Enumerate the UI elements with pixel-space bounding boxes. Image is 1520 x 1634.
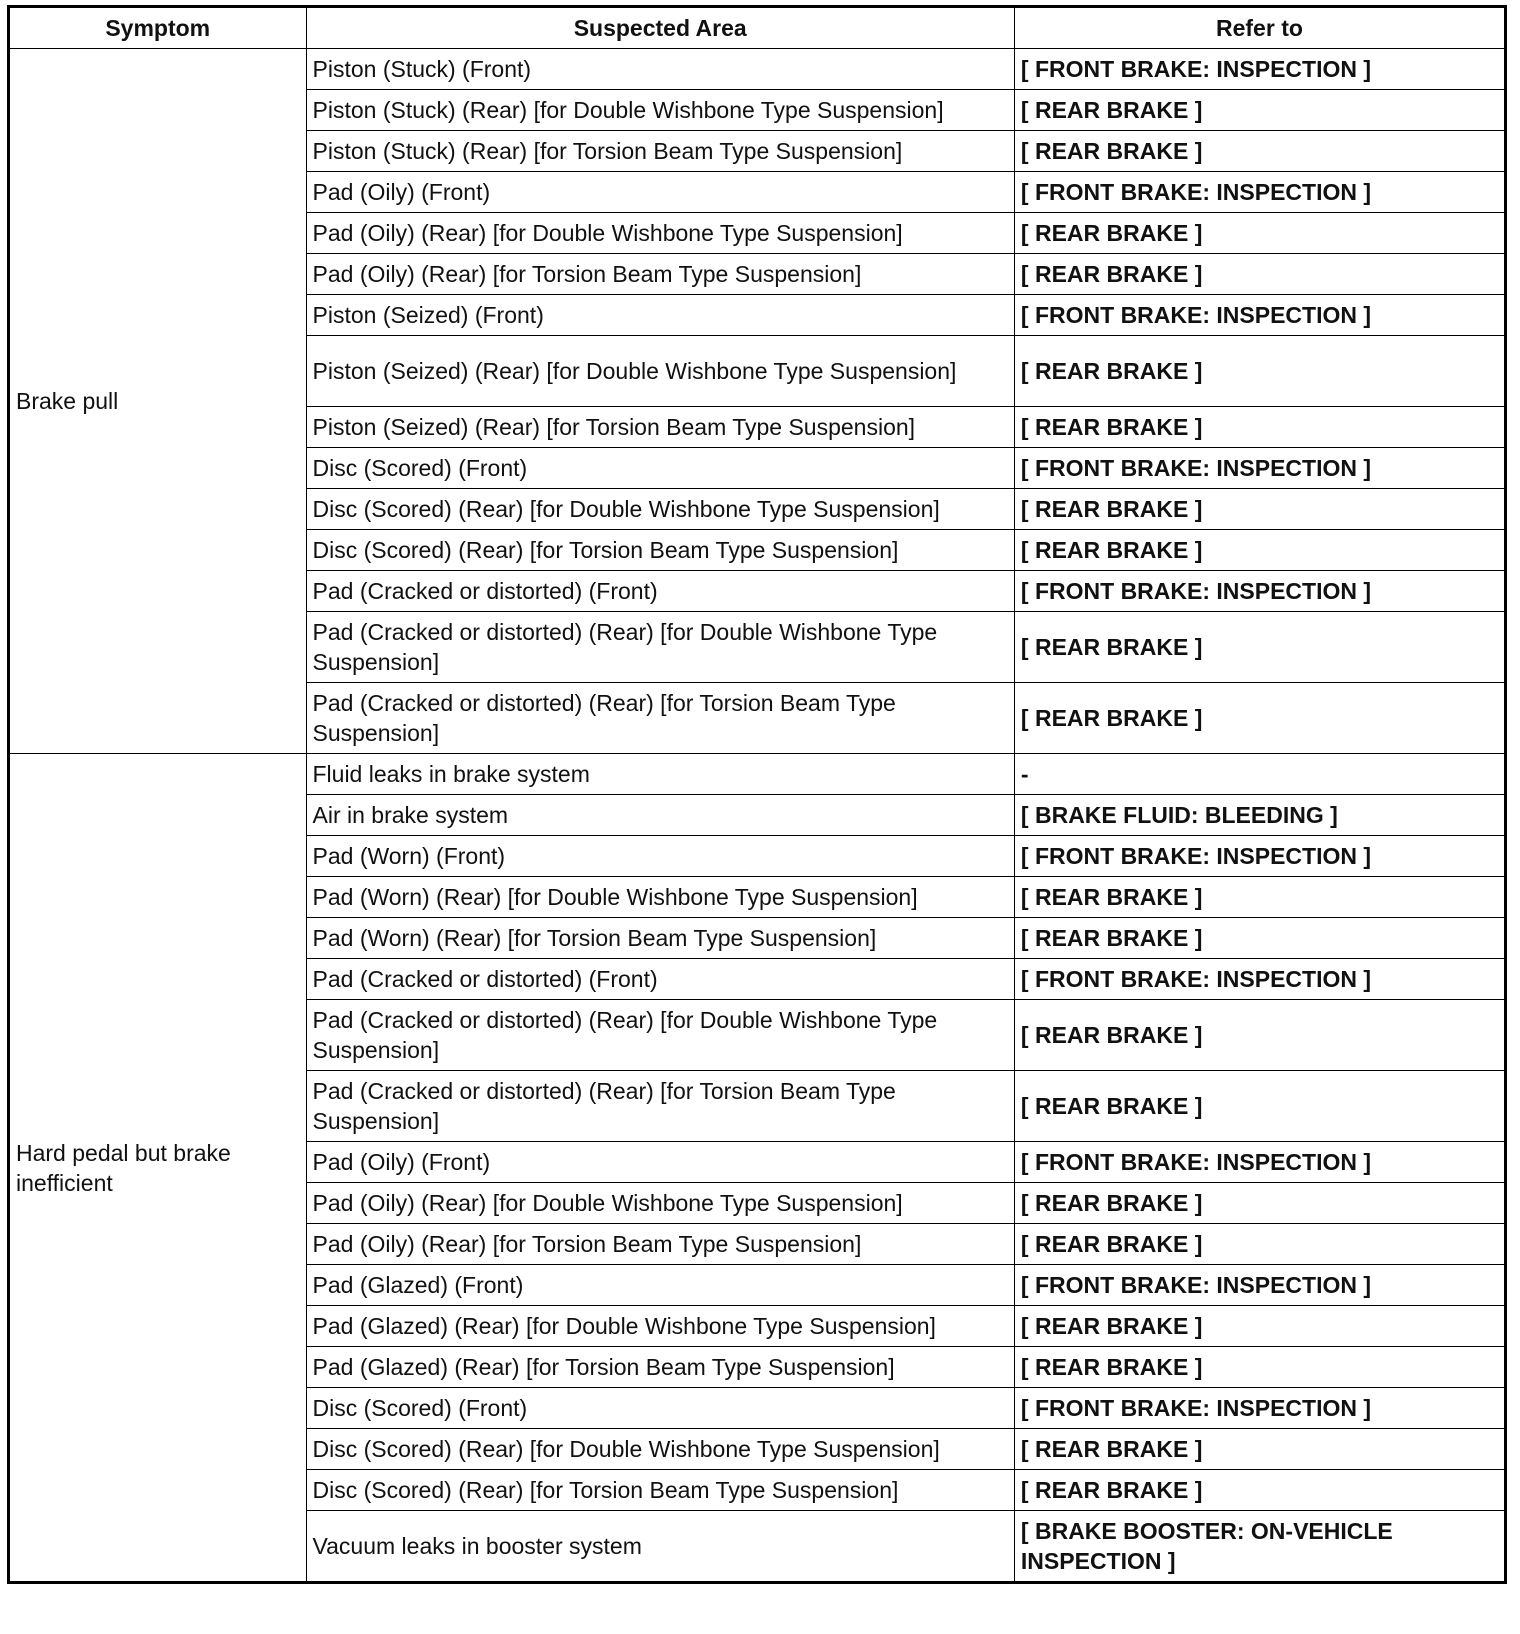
refer-to-cell: [ FRONT BRAKE: INSPECTION ] — [1014, 1142, 1505, 1183]
refer-to-cell: - — [1014, 754, 1505, 795]
refer-to-cell: [ REAR BRAKE ] — [1014, 131, 1505, 172]
header-symptom: Symptom — [9, 7, 307, 49]
suspected-area-cell: Pad (Glazed) (Rear) [for Double Wishbone Type Suspension] — [306, 1306, 1014, 1347]
refer-to-cell: [ FRONT BRAKE: INSPECTION ] — [1014, 172, 1505, 213]
suspected-area-cell: Disc (Scored) (Rear) [for Double Wishbone Type Suspension] — [306, 1429, 1014, 1470]
suspected-area-cell: Pad (Cracked or distorted) (Rear) [for Double Wishbone Type Suspension] — [306, 1000, 1014, 1071]
suspected-area-cell: Pad (Cracked or distorted) (Front) — [306, 959, 1014, 1000]
refer-to-cell: [ FRONT BRAKE: INSPECTION ] — [1014, 1388, 1505, 1429]
suspected-area-cell: Pad (Worn) (Rear) [for Double Wishbone Type Suspension] — [306, 877, 1014, 918]
refer-to-cell: [ REAR BRAKE ] — [1014, 1071, 1505, 1142]
header-suspected-area: Suspected Area — [306, 7, 1014, 49]
suspected-area-cell: Piston (Stuck) (Front) — [306, 49, 1014, 90]
suspected-area-cell: Piston (Seized) (Rear) [for Torsion Beam Type Suspension] — [306, 407, 1014, 448]
refer-to-cell: [ FRONT BRAKE: INSPECTION ] — [1014, 295, 1505, 336]
refer-to-cell: [ FRONT BRAKE: INSPECTION ] — [1014, 49, 1505, 90]
symptom-cell: Brake pull — [9, 49, 307, 754]
suspected-area-cell: Piston (Seized) (Rear) [for Double Wishbone Type Suspension] — [306, 336, 1014, 407]
suspected-area-cell: Pad (Oily) (Front) — [306, 1142, 1014, 1183]
suspected-area-cell: Pad (Oily) (Rear) [for Torsion Beam Type Suspension] — [306, 254, 1014, 295]
header-row — [9, 7, 1506, 49]
refer-to-cell: [ REAR BRAKE ] — [1014, 90, 1505, 131]
refer-to-cell: [ REAR BRAKE ] — [1014, 1470, 1505, 1511]
suspected-area-cell: Pad (Cracked or distorted) (Rear) [for Torsion Beam Type Suspension] — [306, 683, 1014, 754]
refer-to-cell: [ REAR BRAKE ] — [1014, 1347, 1505, 1388]
suspected-area-cell: Disc (Scored) (Rear) [for Double Wishbone Type Suspension] — [306, 489, 1014, 530]
refer-to-cell: [ REAR BRAKE ] — [1014, 254, 1505, 295]
refer-to-cell: [ REAR BRAKE ] — [1014, 877, 1505, 918]
suspected-area-cell: Disc (Scored) (Front) — [306, 1388, 1014, 1429]
refer-to-cell: [ REAR BRAKE ] — [1014, 1224, 1505, 1265]
refer-to-cell: [ REAR BRAKE ] — [1014, 1000, 1505, 1071]
refer-to-cell: [ REAR BRAKE ] — [1014, 1306, 1505, 1347]
table-row — [9, 49, 1506, 90]
suspected-area-cell: Pad (Oily) (Rear) [for Torsion Beam Type Suspension] — [306, 1224, 1014, 1265]
suspected-area-cell: Pad (Worn) (Rear) [for Torsion Beam Type Suspension] — [306, 918, 1014, 959]
refer-to-cell: [ REAR BRAKE ] — [1014, 213, 1505, 254]
symptom-cell: Hard pedal but brake inefficient — [9, 754, 307, 1583]
refer-to-cell: [ REAR BRAKE ] — [1014, 336, 1505, 407]
suspected-area-cell: Fluid leaks in brake system — [306, 754, 1014, 795]
table-body — [9, 49, 1506, 1583]
troubleshooting-table — [7, 5, 1507, 1584]
refer-to-cell: [ FRONT BRAKE: INSPECTION ] — [1014, 448, 1505, 489]
suspected-area-cell: Piston (Stuck) (Rear) [for Torsion Beam Type Suspension] — [306, 131, 1014, 172]
refer-to-cell: [ REAR BRAKE ] — [1014, 489, 1505, 530]
refer-to-cell: [ FRONT BRAKE: INSPECTION ] — [1014, 836, 1505, 877]
suspected-area-cell: Disc (Scored) (Front) — [306, 448, 1014, 489]
refer-to-cell: [ REAR BRAKE ] — [1014, 1429, 1505, 1470]
suspected-area-cell: Pad (Oily) (Rear) [for Double Wishbone Type Suspension] — [306, 1183, 1014, 1224]
suspected-area-cell: Pad (Glazed) (Front) — [306, 1265, 1014, 1306]
suspected-area-cell: Disc (Scored) (Rear) [for Torsion Beam Type Suspension] — [306, 1470, 1014, 1511]
refer-to-cell: [ BRAKE BOOSTER: ON-VEHICLE INSPECTION ] — [1014, 1511, 1505, 1583]
suspected-area-cell: Pad (Oily) (Rear) [for Double Wishbone Type Suspension] — [306, 213, 1014, 254]
refer-to-cell: [ FRONT BRAKE: INSPECTION ] — [1014, 1265, 1505, 1306]
suspected-area-cell: Disc (Scored) (Rear) [for Torsion Beam Type Suspension] — [306, 530, 1014, 571]
refer-to-cell: [ REAR BRAKE ] — [1014, 918, 1505, 959]
suspected-area-cell: Pad (Cracked or distorted) (Front) — [306, 571, 1014, 612]
refer-to-cell: [ REAR BRAKE ] — [1014, 1183, 1505, 1224]
suspected-area-cell: Piston (Seized) (Front) — [306, 295, 1014, 336]
refer-to-cell: [ FRONT BRAKE: INSPECTION ] — [1014, 571, 1505, 612]
refer-to-cell: [ REAR BRAKE ] — [1014, 407, 1505, 448]
suspected-area-cell: Pad (Cracked or distorted) (Rear) [for Double Wishbone Type Suspension] — [306, 612, 1014, 683]
refer-to-cell: [ REAR BRAKE ] — [1014, 612, 1505, 683]
refer-to-cell: [ FRONT BRAKE: INSPECTION ] — [1014, 959, 1505, 1000]
refer-to-cell: [ BRAKE FLUID: BLEEDING ] — [1014, 795, 1505, 836]
table-row — [9, 754, 1506, 795]
suspected-area-cell: Piston (Stuck) (Rear) [for Double Wishbone Type Suspension] — [306, 90, 1014, 131]
header-refer-to: Refer to — [1014, 7, 1505, 49]
refer-to-cell: [ REAR BRAKE ] — [1014, 683, 1505, 754]
suspected-area-cell: Pad (Worn) (Front) — [306, 836, 1014, 877]
suspected-area-cell: Air in brake system — [306, 795, 1014, 836]
suspected-area-cell: Vacuum leaks in booster system — [306, 1511, 1014, 1583]
suspected-area-cell: Pad (Oily) (Front) — [306, 172, 1014, 213]
suspected-area-cell: Pad (Glazed) (Rear) [for Torsion Beam Type Suspension] — [306, 1347, 1014, 1388]
refer-to-cell: [ REAR BRAKE ] — [1014, 530, 1505, 571]
suspected-area-cell: Pad (Cracked or distorted) (Rear) [for Torsion Beam Type Suspension] — [306, 1071, 1014, 1142]
